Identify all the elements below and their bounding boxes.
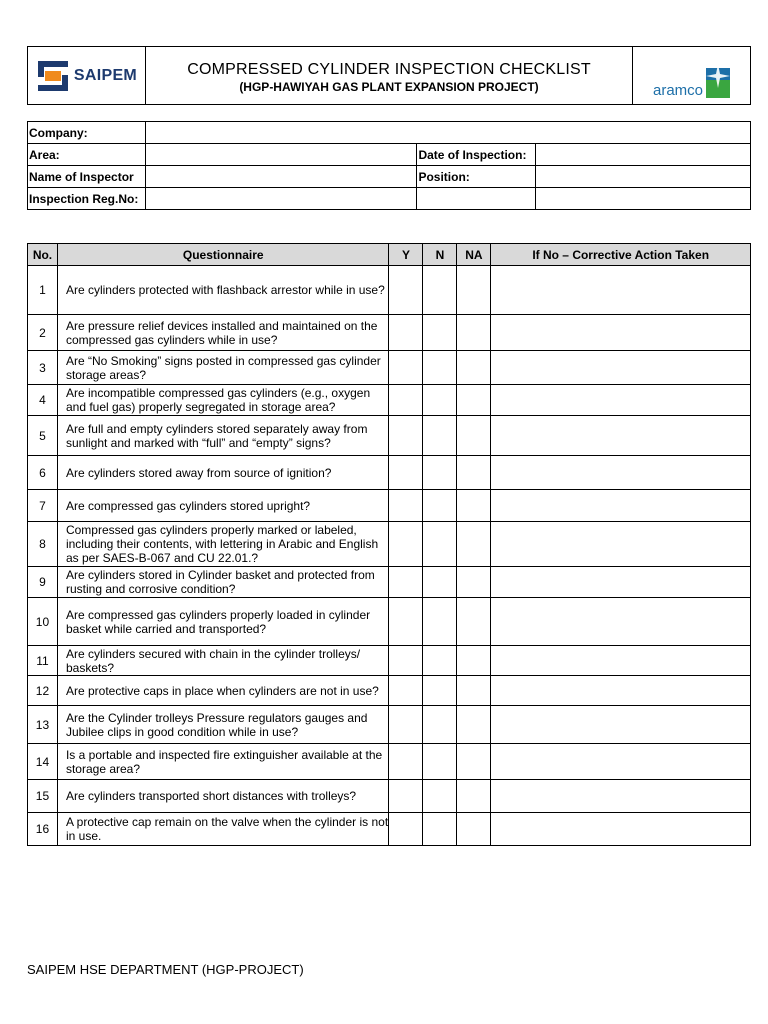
question-text: Are the Cylinder trolleys Pressure regulators gauges and Jubilee clips in good condition while in use? — [57, 706, 389, 744]
answer-n-cell[interactable] — [423, 744, 457, 780]
answer-na-cell[interactable] — [457, 351, 491, 385]
answer-na-cell[interactable] — [457, 780, 491, 813]
company-label: Company: — [28, 122, 146, 144]
inspector-field[interactable] — [145, 166, 416, 188]
answer-na-cell[interactable] — [457, 266, 491, 315]
answer-n-cell[interactable] — [423, 598, 457, 646]
corrective-action-cell[interactable] — [491, 490, 751, 522]
row-number: 3 — [28, 351, 58, 385]
info-row-inspector — [28, 166, 751, 188]
answer-y-cell[interactable] — [389, 646, 423, 676]
answer-na-cell[interactable] — [457, 706, 491, 744]
row-number: 11 — [28, 646, 58, 676]
inspection-info-table — [27, 121, 751, 210]
checklist-row — [28, 490, 751, 522]
checklist-row — [28, 416, 751, 456]
answer-na-cell[interactable] — [457, 315, 491, 351]
answer-y-cell[interactable] — [389, 385, 423, 416]
answer-n-cell[interactable] — [423, 315, 457, 351]
answer-na-cell[interactable] — [457, 567, 491, 598]
row-number: 1 — [28, 266, 58, 315]
question-text: Are “No Smoking” signs posted in compressed gas cylinder storage areas? — [57, 351, 389, 385]
info-row-company — [28, 122, 751, 144]
col-header-n: N — [423, 244, 457, 266]
corrective-action-cell[interactable] — [491, 266, 751, 315]
answer-y-cell[interactable] — [389, 567, 423, 598]
corrective-action-cell[interactable] — [491, 416, 751, 456]
corrective-action-cell[interactable] — [491, 813, 751, 846]
answer-y-cell[interactable] — [389, 598, 423, 646]
corrective-action-cell[interactable] — [491, 567, 751, 598]
answer-y-cell[interactable] — [389, 456, 423, 490]
checklist-row — [28, 456, 751, 490]
checklist-header-row — [28, 244, 751, 266]
answer-n-cell[interactable] — [423, 780, 457, 813]
corrective-action-cell[interactable] — [491, 646, 751, 676]
corrective-action-cell[interactable] — [491, 706, 751, 744]
col-header-action: If No – Corrective Action Taken — [491, 244, 751, 266]
footer-text: SAIPEM HSE DEPARTMENT (HGP-PROJECT) — [27, 962, 304, 977]
answer-n-cell[interactable] — [423, 266, 457, 315]
question-text: Are compressed gas cylinders properly loaded in cylinder basket while carried and transported? — [57, 598, 389, 646]
answer-n-cell[interactable] — [423, 490, 457, 522]
aramco-logo-text: aramco — [652, 82, 704, 99]
answer-y-cell[interactable] — [389, 416, 423, 456]
answer-y-cell[interactable] — [389, 813, 423, 846]
question-text: Is a portable and inspected fire extinguisher available at the storage area? — [57, 744, 389, 780]
answer-n-cell[interactable] — [423, 416, 457, 456]
company-field[interactable] — [145, 122, 750, 144]
answer-na-cell[interactable] — [457, 744, 491, 780]
answer-y-cell[interactable] — [389, 522, 423, 567]
question-text: Are cylinders protected with flashback arrestor while in use? — [57, 266, 389, 315]
checklist-row — [28, 315, 751, 351]
saipem-logo — [28, 47, 145, 104]
row-number: 7 — [28, 490, 58, 522]
col-header-na: NA — [457, 244, 491, 266]
checklist-row — [28, 567, 751, 598]
title-cell — [146, 47, 633, 105]
col-header-question: Questionnaire — [57, 244, 389, 266]
row-number: 5 — [28, 416, 58, 456]
date-field[interactable] — [536, 144, 751, 166]
question-text: Are cylinders stored away from source of ignition? — [57, 456, 389, 490]
row-number: 8 — [28, 522, 58, 567]
reg-label: Inspection Reg.No: — [28, 188, 146, 210]
answer-n-cell[interactable] — [423, 385, 457, 416]
position-field[interactable] — [536, 166, 751, 188]
answer-na-cell[interactable] — [457, 646, 491, 676]
checklist-row — [28, 351, 751, 385]
answer-na-cell[interactable] — [457, 416, 491, 456]
question-text: Compressed gas cylinders properly marked or labeled, including their contents, with lettering in Arabic and English as per SAES-B-067 and CU 22.01.? — [57, 522, 389, 567]
area-field[interactable] — [145, 144, 416, 166]
info-row-reg — [28, 188, 751, 210]
empty-cell[interactable] — [536, 188, 751, 210]
answer-n-cell[interactable] — [423, 522, 457, 567]
answer-na-cell[interactable] — [457, 522, 491, 567]
document-header — [27, 46, 751, 105]
document-title: COMPRESSED CYLINDER INSPECTION CHECKLIST — [187, 61, 591, 78]
answer-y-cell[interactable] — [389, 266, 423, 315]
row-number: 16 — [28, 813, 58, 846]
answer-n-cell[interactable] — [423, 706, 457, 744]
answer-y-cell[interactable] — [389, 744, 423, 780]
document-subtitle: (HGP-HAWIYAH GAS PLANT EXPANSION PROJECT) — [239, 80, 539, 94]
question-text: Are compressed gas cylinders stored upright? — [57, 490, 389, 522]
aramco-star-icon — [706, 64, 730, 98]
checklist-row — [28, 813, 751, 846]
checklist-row — [28, 780, 751, 813]
checklist-row — [28, 598, 751, 646]
question-text: Are cylinders secured with chain in the cylinder trolleys/ baskets? — [57, 646, 389, 676]
info-row-area — [28, 144, 751, 166]
checklist-row — [28, 646, 751, 676]
checklist-row — [28, 266, 751, 315]
checklist-row — [28, 385, 751, 416]
checklist-row — [28, 744, 751, 780]
aramco-logo — [633, 47, 750, 104]
position-label: Position: — [417, 166, 536, 188]
question-text: Are cylinders transported short distances with trolleys? — [57, 780, 389, 813]
reg-field[interactable] — [145, 188, 416, 210]
checklist-row — [28, 706, 751, 744]
answer-n-cell[interactable] — [423, 646, 457, 676]
row-number: 14 — [28, 744, 58, 780]
answer-y-cell[interactable] — [389, 315, 423, 351]
area-label: Area: — [28, 144, 146, 166]
corrective-action-cell[interactable] — [491, 385, 751, 416]
corrective-action-cell[interactable] — [491, 780, 751, 813]
checklist-row — [28, 522, 751, 567]
col-header-no: No. — [28, 244, 58, 266]
row-number: 9 — [28, 567, 58, 598]
col-header-y: Y — [389, 244, 423, 266]
answer-y-cell[interactable] — [389, 706, 423, 744]
row-number: 6 — [28, 456, 58, 490]
question-text: Are incompatible compressed gas cylinders (e.g., oxygen and fuel gas) properly segregated in storage area? — [57, 385, 389, 416]
question-text: A protective cap remain on the valve when the cylinder is not in use. — [57, 813, 389, 846]
checklist-row — [28, 676, 751, 706]
answer-n-cell[interactable] — [423, 351, 457, 385]
date-label: Date of Inspection: — [417, 144, 536, 166]
empty-cell[interactable] — [417, 188, 536, 210]
answer-n-cell[interactable] — [423, 456, 457, 490]
answer-n-cell[interactable] — [423, 676, 457, 706]
question-text: Are pressure relief devices installed and maintained on the compressed gas cylinders while in use? — [57, 315, 389, 351]
checklist-table — [27, 243, 751, 846]
question-text: Are full and empty cylinders stored separately away from sunlight and marked with “full” and “empty” signs? — [57, 416, 389, 456]
row-number: 2 — [28, 315, 58, 351]
corrective-action-cell[interactable] — [491, 598, 751, 646]
row-number: 10 — [28, 598, 58, 646]
corrective-action-cell[interactable] — [491, 676, 751, 706]
question-text: Are cylinders stored in Cylinder basket and protected from rusting and corrosive condition? — [57, 567, 389, 598]
answer-y-cell[interactable] — [389, 780, 423, 813]
answer-na-cell[interactable] — [457, 490, 491, 522]
answer-na-cell[interactable] — [457, 598, 491, 646]
answer-na-cell[interactable] — [457, 813, 491, 846]
answer-na-cell[interactable] — [457, 385, 491, 416]
question-text: Are protective caps in place when cylinders are not in use? — [57, 676, 389, 706]
answer-n-cell[interactable] — [423, 567, 457, 598]
row-number: 12 — [28, 676, 58, 706]
corrective-action-cell[interactable] — [491, 315, 751, 351]
row-number: 13 — [28, 706, 58, 744]
answer-y-cell[interactable] — [389, 351, 423, 385]
row-number: 4 — [28, 385, 58, 416]
saipem-logo-text: SAIPEM — [73, 66, 138, 84]
corrective-action-cell[interactable] — [491, 351, 751, 385]
row-number: 15 — [28, 780, 58, 813]
corrective-action-cell[interactable] — [491, 744, 751, 780]
saipem-mark-icon — [36, 59, 70, 93]
corrective-action-cell[interactable] — [491, 456, 751, 490]
corrective-action-cell[interactable] — [491, 522, 751, 567]
answer-y-cell[interactable] — [389, 490, 423, 522]
answer-na-cell[interactable] — [457, 676, 491, 706]
saipem-logo-cell — [28, 47, 146, 105]
inspector-label: Name of Inspector — [28, 166, 146, 188]
answer-y-cell[interactable] — [389, 676, 423, 706]
answer-na-cell[interactable] — [457, 456, 491, 490]
aramco-logo-cell — [633, 47, 751, 105]
answer-n-cell[interactable] — [423, 813, 457, 846]
